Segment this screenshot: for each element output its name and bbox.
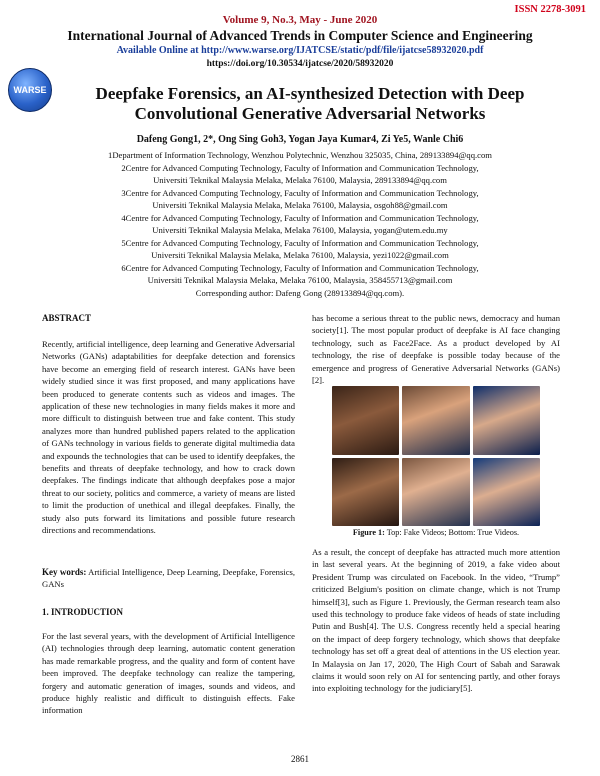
- page-number: 2861: [291, 754, 309, 764]
- true-frame-1: [332, 458, 399, 527]
- abstract-heading: [42, 312, 295, 324]
- figure-1-caption: [312, 528, 560, 537]
- affiliation-line: Universiti Teknikal Malaysia Melaka, Melaka 76100, Malaysia, osgoh88@gmail.com: [152, 200, 448, 210]
- introduction-body: [42, 630, 295, 717]
- affiliation-line: Universiti Teknikal Malaysia Melaka, Melaka 76100, Malaysia, 358455713@gmail.com: [147, 275, 453, 285]
- available-online-link[interactable]: Available Online at http://www.warse.org/IJATCSE/static/pdf/file/ijatcse58932020.pdf: [116, 45, 484, 56]
- introduction-heading: [42, 606, 295, 618]
- true-frame-2: [402, 458, 469, 527]
- right-paragraph-1-text: has become a serious threat to the public news, democracy and human society[1]. The most popular product of deepfake is AI face changing technology, such as Face2Face. As a product developed by AI technology, the rise of deepfake is possible today because of the emergence and progress of Generative Adversarial Networks (GANs)[2].: [312, 313, 560, 386]
- affiliation-line: 4Centre for Advanced Computing Technology, Faculty of Information and Communication Technology,: [121, 212, 479, 223]
- volume-line: Volume 9, No.3, May - June 2020: [222, 14, 378, 26]
- introduction-text: For the last several years, with the development of Artificial Intelligence (AI) technologies through deep learning, automatic content generation has made remarkable progress, and the quality and form of content have been improved. The deepfake technology can realize the tampering, forgery and automatic generation of images, sounds and videos, and produce highly realistic and difficult to distinguish effects. Fake information: [42, 631, 295, 716]
- figure-caption-label: Figure 1:: [352, 528, 385, 537]
- title-line-2: Convolutional Generative Adversarial Networks: [134, 104, 486, 123]
- right-paragraph-2-text: As a result, the concept of deepfake has attracted much more attention in last several years. At the beginning of 2019, a fake video about President Trump was circulated on Facebook. In the video, “Trump” criticized Belgium's position on climate change, which is not Trump himself[3], such as Figure 1. Previously, the German research team also used this technology to produce fake videos of heads of state including Putin and Bush[4]. The U.S. Congress recently held a special hearing on the impact of deep forgery technology, which shows that deepfake technology has set off a great deal of attentions in the US election year. In Malaysia on Jan 17, 2020, The High Court of Sabah and Sarawak claims it would soon rely on AI for sentencing partly, and other forays into exploiting technology for the judiciary[5].: [312, 547, 560, 694]
- corresponding-author: Corresponding author: Dafeng Gong (289133894@qq.com).: [195, 287, 405, 298]
- issn-label: ISSN 2278-3091: [514, 4, 586, 15]
- affiliation-line: 1Department of Information Technology, Wenzhou Polytechnic, Wenzhou 325035, China, 289133894@qq.com: [108, 150, 492, 160]
- introduction-heading-text: 1. INTRODUCTION: [42, 607, 124, 617]
- keywords: [42, 566, 295, 591]
- right-paragraph-2: [312, 546, 560, 695]
- figure-1-grid: [332, 386, 540, 526]
- journal-name: International Journal of Advanced Trends in Computer Science and Engineering: [67, 28, 533, 43]
- affiliations: [40, 149, 560, 299]
- right-paragraph-1: [312, 312, 560, 386]
- affiliation-line: 3Centre for Advanced Computing Technology, Faculty of Information and Communication Technology,: [121, 187, 479, 198]
- doi-link[interactable]: https://doi.org/10.30534/ijatcse/2020/58932020: [206, 59, 394, 69]
- abstract-heading-text: ABSTRACT: [42, 313, 92, 323]
- abstract-body: [42, 338, 295, 537]
- affiliation-line: 5Centre for Advanced Computing Technology, Faculty of Information and Communication Technology,: [121, 237, 479, 248]
- affiliation-line: Universiti Teknikal Malaysia Melaka, Melaka 76100, Malaysia, yezi1022@gmail.com: [151, 250, 449, 260]
- keywords-label: Key words:: [42, 567, 87, 577]
- affiliation-line: 6Centre for Advanced Computing Technology, Faculty of Information and Communication Technology,: [121, 262, 479, 273]
- title-line-1: Deepfake Forensics, an AI-synthesized Detection with Deep: [95, 84, 525, 103]
- keywords-text: Artificial Intelligence, Deep Learning, Deepfake, Forensics, GANs: [42, 567, 295, 590]
- warse-logo-text: WARSE: [13, 85, 47, 95]
- author-list: Dafeng Gong1, 2*, Ong Sing Goh3, Yogan Jaya Kumar4, Zi Ye5, Wanle Chi6: [136, 134, 464, 145]
- affiliation-line: Universiti Teknikal Malaysia Melaka, Melaka 76100, Malaysia, 289133894@qq.com: [153, 175, 447, 185]
- affiliation-line: 2Centre for Advanced Computing Technology, Faculty of Information and Communication Technology,: [121, 162, 479, 173]
- paper-title: [60, 84, 560, 124]
- abstract-text: Recently, artificial intelligence, deep learning and Generative Adversarial Networks (GANs) adaptabilities for deepfake detection and forensics have become an emerging field of research interest. GANs have been widely studied since it was first proposed, and many applications have been produced to generate contents such as videos and images. The application of these new technologies in many fields makes it more and more difficult to distinguish between true and fake content. This study analyzes more than hundred published papers related to the application of GANs technology in various fields to generate digital multimedia data and expounds the technologies that can be used to identify deepfakes, the benefits and threats of deepfake technology, and how to crack down deepfakes. The findings indicate that although deepfakes pose a major threat to our society, politics and commerce, a variety of means are listed to limit the production of unethical and illegal deepfakes. Finally, the study also puts forward its limitations and possible future research directions and recommendations.: [42, 339, 295, 536]
- fake-frame-1: [332, 386, 399, 455]
- warse-logo: [8, 68, 52, 112]
- true-frame-3: [473, 458, 540, 527]
- affiliation-line: Universiti Teknikal Malaysia Melaka, Melaka 76100, Malaysia, yogan@utem.edu.my: [152, 225, 448, 235]
- fake-frame-2: [402, 386, 469, 455]
- figure-caption-text: Top: Fake Videos; Bottom: True Videos.: [384, 528, 520, 537]
- fake-frame-3: [473, 386, 540, 455]
